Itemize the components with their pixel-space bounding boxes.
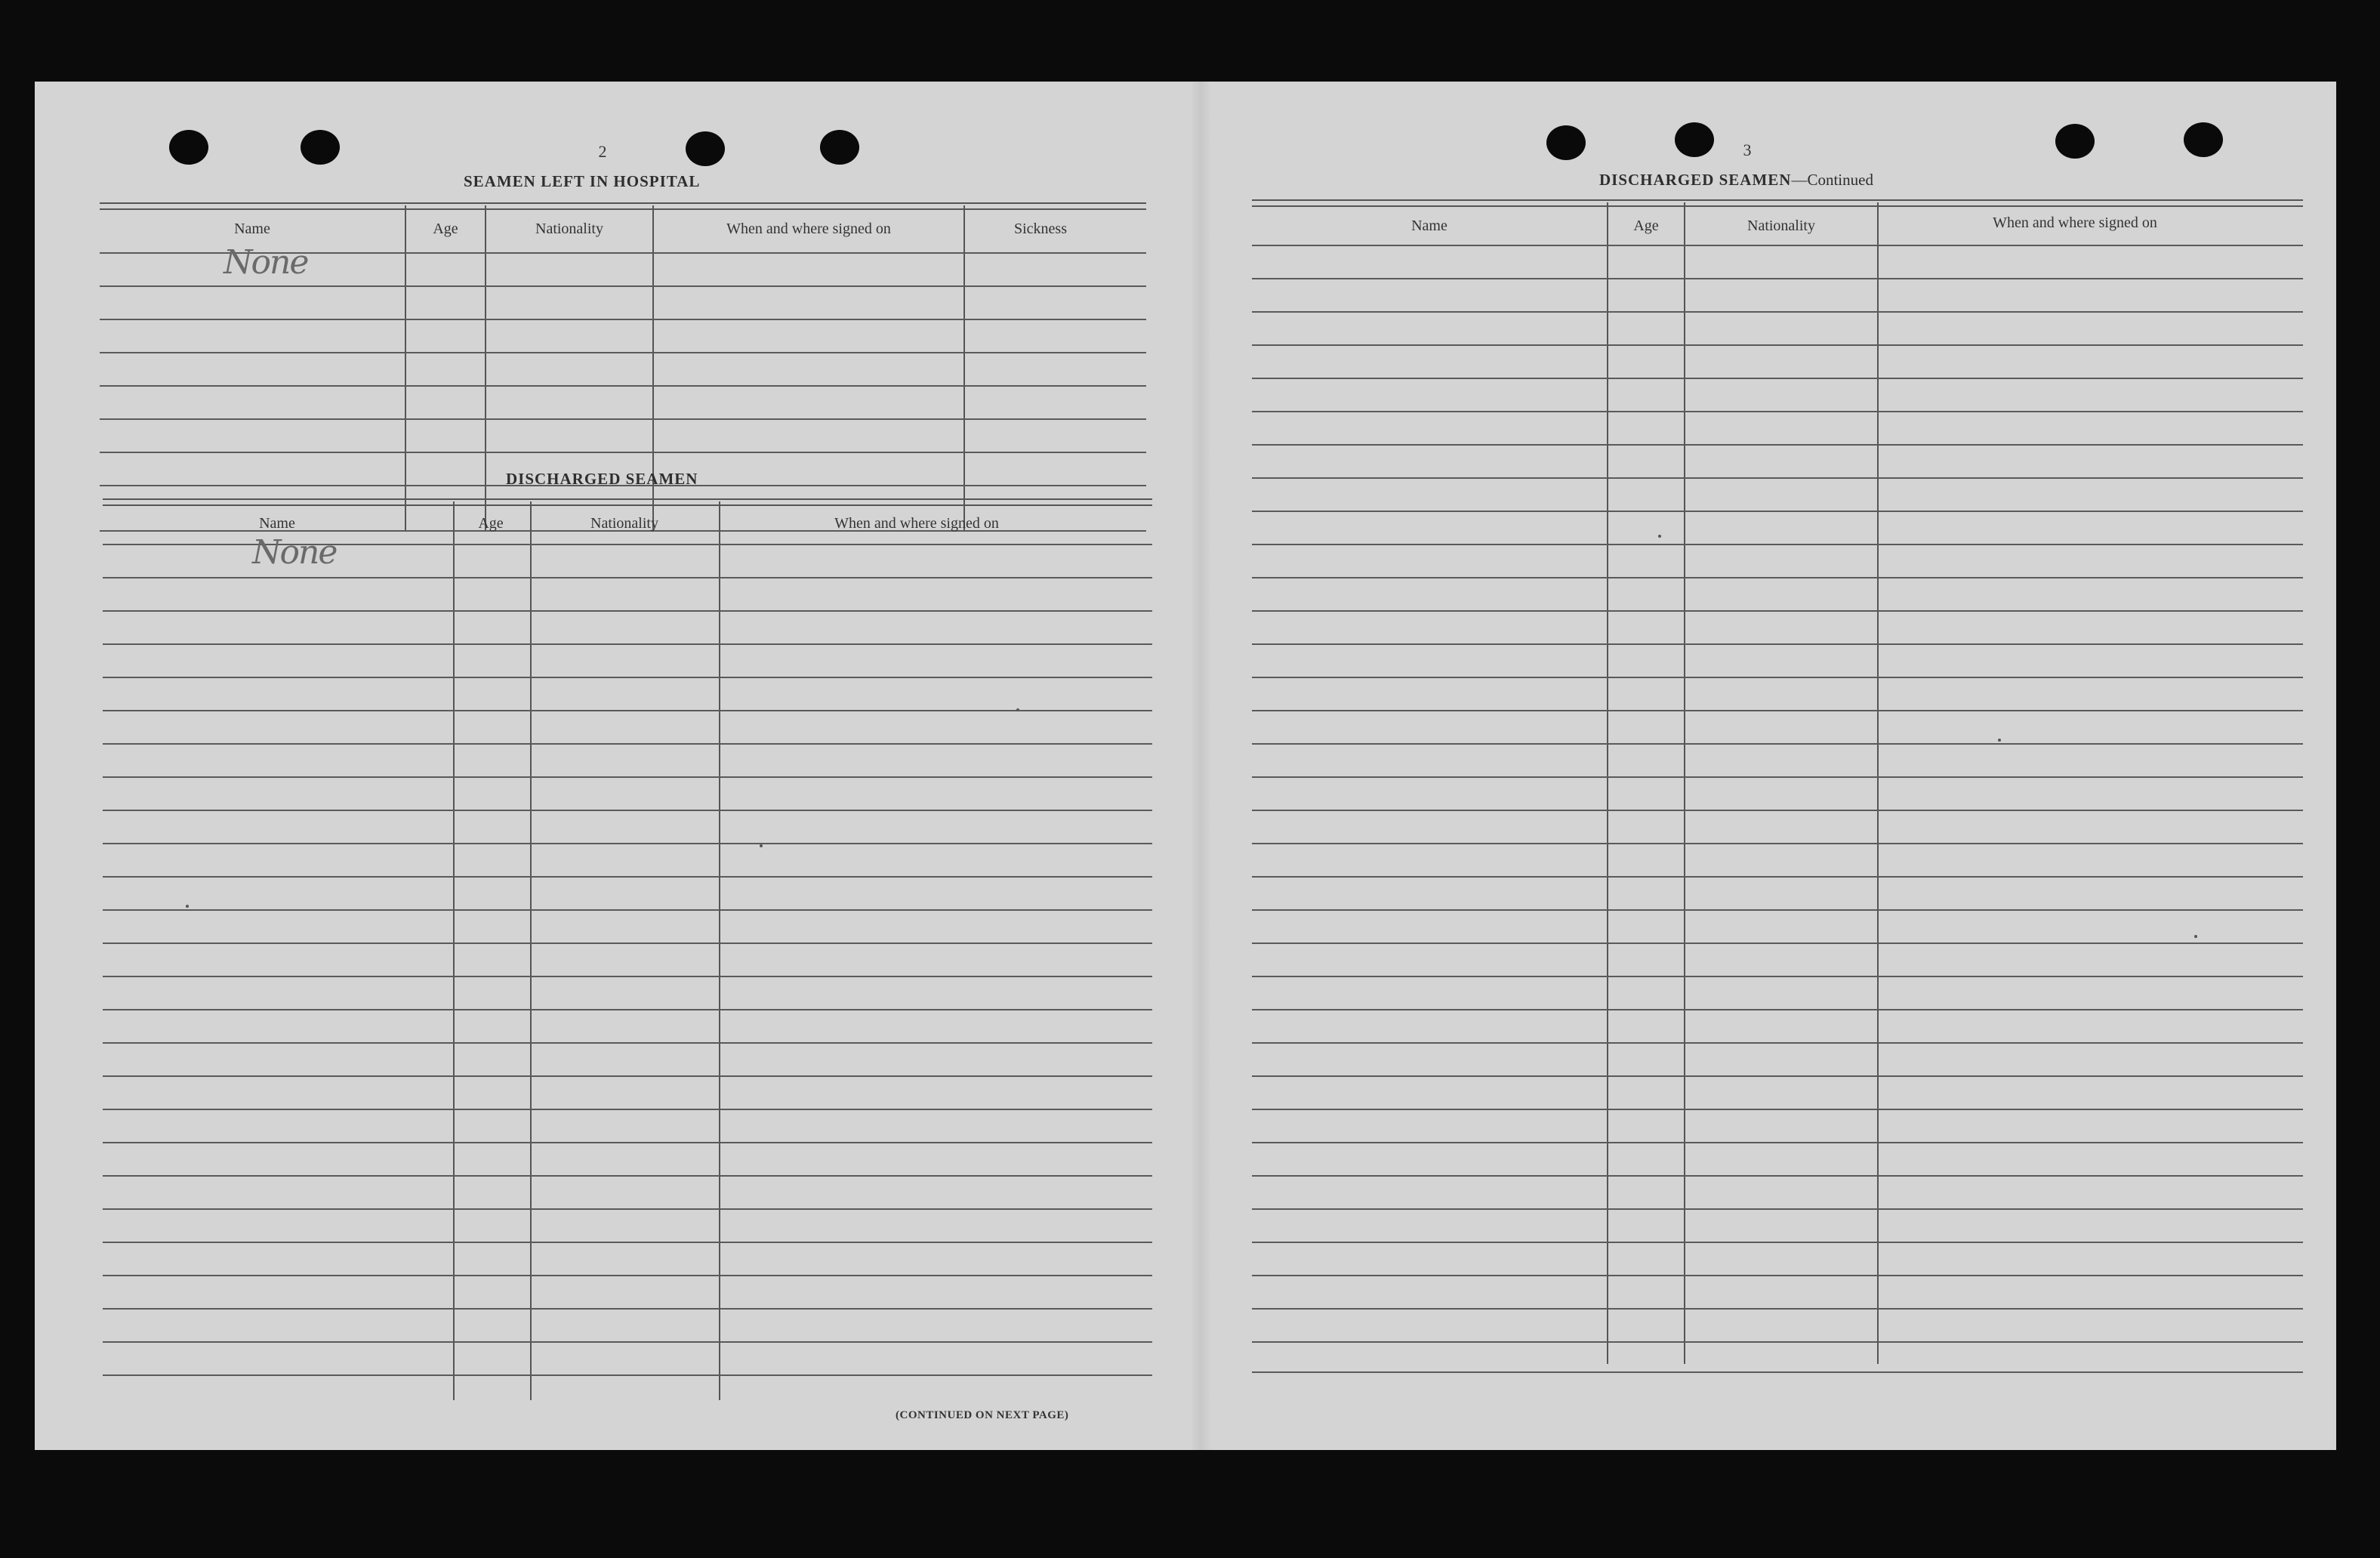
punch-hole-4 [820, 130, 859, 165]
discharged-col-name: Name [259, 515, 295, 532]
scan-speck [2194, 935, 2197, 938]
scan-speck [1016, 708, 1019, 711]
hospital-col-name: Name [234, 221, 270, 237]
punch-hole-6 [1675, 122, 1714, 157]
right-page-number: 3 [1743, 140, 1752, 159]
continued-footer: (CONTINUED ON NEXT PAGE) [896, 1409, 1069, 1421]
hospital-section-title: SEAMEN LEFT IN HOSPITAL [464, 172, 701, 190]
discharged-table-left [103, 498, 1152, 1405]
scan-speck [1658, 535, 1661, 538]
punch-hole-3 [686, 131, 725, 166]
right-discharged-title-text: DISCHARGED SEAMEN [1599, 171, 1792, 189]
discharged-table-right [1252, 199, 2303, 1378]
punch-hole-2 [301, 130, 340, 165]
right-col-name: Name [1411, 218, 1447, 234]
hospital-col-sickness: Sickness [1014, 221, 1067, 237]
scan-speck [1998, 739, 2001, 742]
scan-speck [186, 905, 189, 908]
discharged-col-when-where: When and where signed on [834, 515, 999, 532]
hospital-col-nationality: Nationality [535, 221, 603, 237]
right-col-age: Age [1633, 218, 1659, 234]
center-fold [1190, 82, 1211, 1450]
punch-hole-8 [2184, 122, 2223, 157]
right-discharged-title [1599, 171, 1873, 190]
discharged-col-nationality: Nationality [590, 515, 658, 532]
punch-hole-1 [169, 130, 208, 165]
scan-speck [760, 844, 763, 847]
discharged-handwritten-none: None [252, 533, 337, 572]
hospital-handwritten-none: None [224, 243, 308, 282]
manifest-sheet [35, 82, 2336, 1450]
hospital-col-when-where: When and where signed on [726, 221, 891, 237]
punch-hole-5 [1546, 125, 1586, 160]
right-discharged-title-suffix: —Continued [1791, 171, 1873, 189]
right-col-nationality: Nationality [1747, 218, 1815, 234]
left-page-number: 2 [598, 142, 607, 161]
right-col-when-where: When and where signed on [1993, 214, 2157, 231]
discharged-col-age: Age [478, 515, 504, 532]
discharged-section-title: DISCHARGED SEAMEN [506, 470, 698, 488]
punch-hole-7 [2055, 124, 2095, 159]
hospital-col-age: Age [433, 221, 458, 237]
